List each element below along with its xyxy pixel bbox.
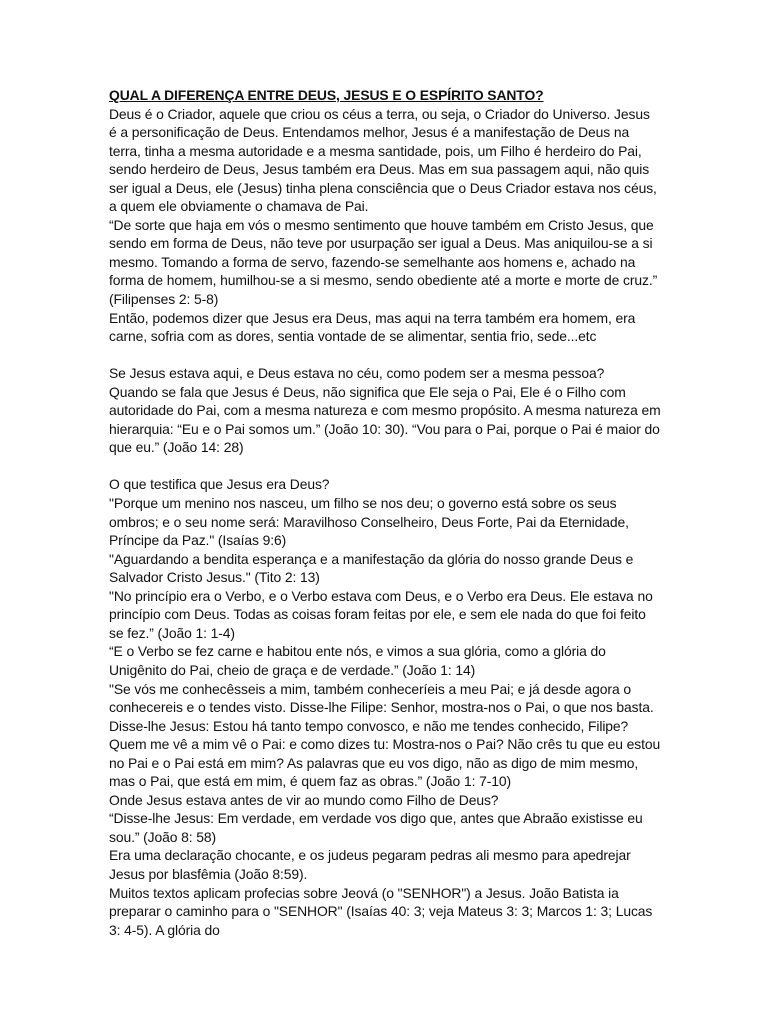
paragraph-quote: "No princípio era o Verbo, e o Verbo estava com Deus, e o Verbo era Deus. Ele estava no princípio com Deus. Todas as coisas foram feitas por ele, e sem ele nada do que foi feito se fez.” (João 1: 1-4)	[109, 587, 653, 641]
blank-line	[109, 346, 661, 365]
document-page	[109, 86, 661, 939]
paragraph: Quando se fala que Jesus é Deus, não significa que Ele seja o Pai, Ele é o Filho com autoridade do Pai, com a mesma natureza e com mesmo propósito. A mesma natureza em hierarquia: “Eu e o Pai somos um.” (João 10: 30). “Vou para o Pai, porque o Pai é maior do que eu.” (João 14: 28)	[109, 383, 661, 456]
paragraph: Muitos textos aplicam profecias sobre Jeová (o "SENHOR") a Jesus. João Batista ia preparar o caminho para o "SENHOR" (Isaías 40: 3; veja Mateus 3: 3; Marcos 1: 3; Lucas 3: 4-5). A glória do	[109, 884, 653, 938]
paragraph-quote: “De sorte que haja em vós o mesmo sentimento que houve também em Cristo Jesus, que sendo em forma de Deus, não teve por usurpação ser igual a Deus. Mas aniquilou-se a si mesmo. Tomando a forma de servo, fazendo-se semelhante aos homens e, achado na forma de homem, humilhou-se a si mesmo, sendo obediente até a morte e morte de cruz.”	[109, 216, 658, 289]
paragraph: Deus é o Criador, aquele que criou os céus a terra, ou seja, o Criador do Universo. Jesus é a personificação de Deus. Entendamos melhor, Jesus é a manifestação de Deus na terra, tinha a mesma autoridade e a mesma santidade, pois, um Filho é herdeiro do Pai, sendo herdeiro de Deus, Jesus também era Deus. Mas em sua passagem aqui, não quis ser igual a Deus, ele (Jesus) tinha plena consciência que o Deus Criador estava nos céus, a quem ele obviamente o chamava de Pai.	[109, 105, 657, 215]
blank-line	[109, 457, 661, 476]
paragraph-quote: “E o Verbo se fez carne e habitou ente nós, e vimos a sua glória, como a glória do Unigênito do Pai, cheio de graça e de verdade.” (João 1: 14)	[109, 643, 606, 678]
paragraph-question: Onde Jesus estava antes de vir ao mundo como Filho de Deus?	[109, 791, 499, 808]
paragraph-question: Se Jesus estava aqui, e Deus estava no céu, como podem ser a mesma pessoa?	[109, 365, 605, 382]
paragraph-quote: "Aguardando a bendita esperança e a manifestação da glória do nosso grande Deus e Salvador Cristo Jesus." (Tito 2: 13)	[109, 550, 634, 586]
paragraph-reference: (Filipenses 2: 5-8)	[109, 291, 219, 308]
paragraph: Então, podemos dizer que Jesus era Deus, mas aqui na terra também era homem, era carne, sofria com as dores, sentia vontade de se alimentar, sentia frio, sede...etc	[109, 309, 636, 345]
paragraph: Era uma declaração chocante, e os judeus pegaram pedras ali mesmo para apedrejar Jesus por blasfêmia (João 8:59).	[109, 847, 631, 882]
paragraph-quote: "Porque um menino nos nasceu, um filho se nos deu; o governo está sobre os seus ombros; e o seu nome será: Maravilhoso Conselheiro, Deus Forte, Pai da Eternidade, Príncipe da Paz." (Isaías 9:6)	[109, 495, 629, 549]
paragraph-question: O que testifica que Jesus era Deus?	[109, 476, 330, 493]
paragraph-quote: "Se vós me conhecêsseis a mim, também conheceríeis a meu Pai; e já desde agora o conhecereis e o tendes visto. Disse-lhe Filipe: Senhor, mostra-nos o Pai, o que nos basta. Disse-lhe Jesus: Estou há tanto tempo convosco, e não me tendes conhecido, Filipe? Quem me vê a mim vê o Pai: e como dizes tu: Mostra-nos o Pai? Não crês tu que eu estou no Pai e o Pai está em mim? As palavras que eu vos digo, não as digo de mim mesmo, mas o Pai, que está em mim, é quem faz as obras.” (João 1: 7-10)	[109, 680, 661, 790]
document-title: QUAL A DIFERENÇA ENTRE DEUS, JESUS E O ESPÍRITO SANTO?	[109, 87, 544, 103]
paragraph-quote: “Disse-lhe Jesus: Em verdade, em verdade vos digo que, antes que Abraão existisse eu sou.” (João 8: 58)	[109, 810, 643, 845]
